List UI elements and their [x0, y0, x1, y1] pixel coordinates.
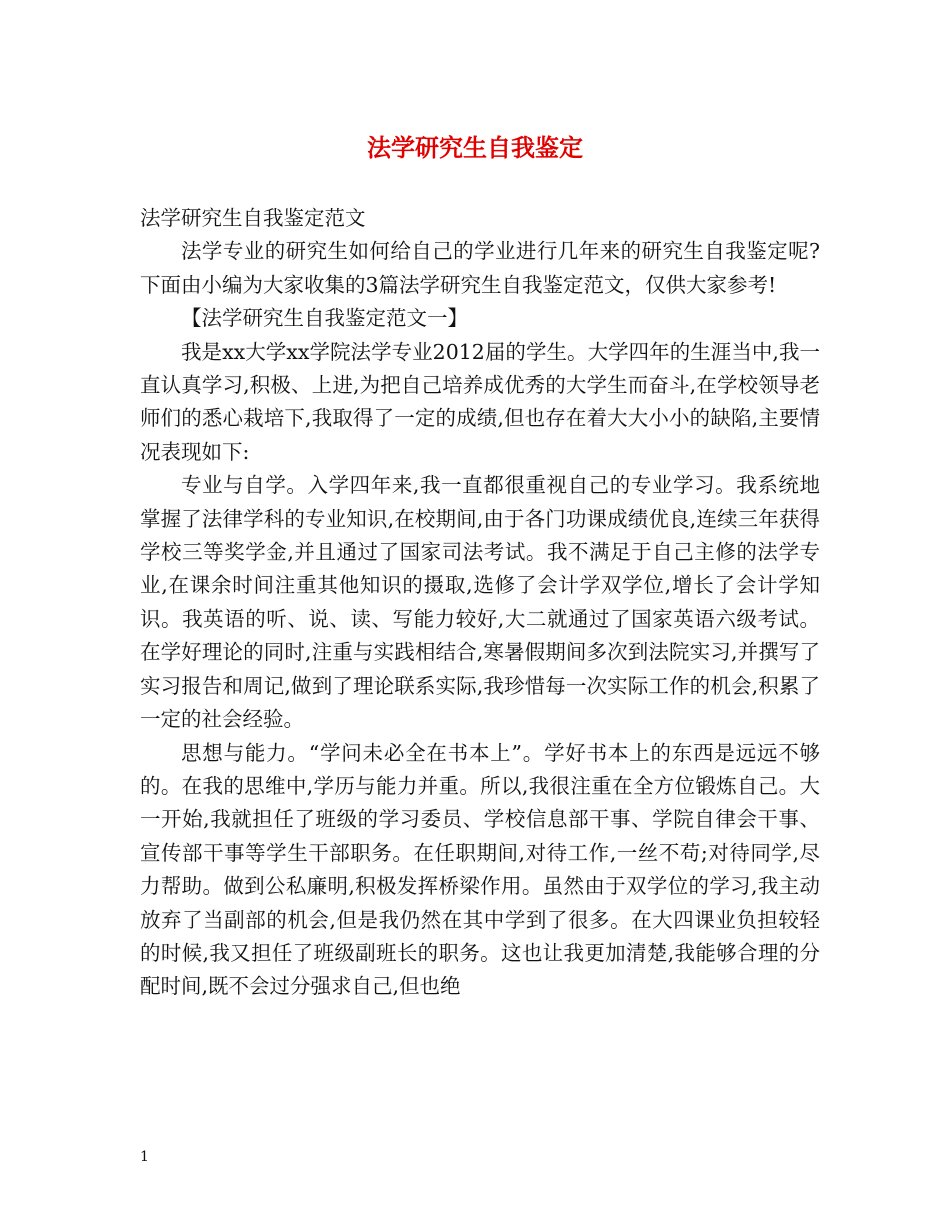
intro-paragraph: 法学专业的研究生如何给自己的学业进行几年来的研究生自我鉴定呢?下面由小编为大家收集的3篇法学研究生自我鉴定范文，仅供大家参考!: [140, 239, 820, 297]
body-paragraph-1: 我是xx大学xx学院法学专业2012届的学生。大学四年的生涯当中,我一直认真学习,积极、上进,为把自己培养成优秀的大学生而奋斗,在学校领导老师们的悉心栽培下,我取得了一定的成绩,但也存在着大大小小的缺陷,主要情况表现如下:: [140, 339, 820, 464]
body-paragraph-3: 思想与能力。“学问未必全在书本上”。学好书本上的东西是远远不够的。在我的思维中,学历与能力并重。所以,我很注重在全方位锻炼自己。大一开始,我就担任了班级的学习委员、学校信息部干事、学院自律会干事、宣传部干事等学生干部职务。在任职期间,对待工作,一丝不苟;对待同学,尽力帮助。做到公私廉明,积极发挥桥梁作用。虽然由于双学位的学习,我主动放弃了当副部的机会,但是我仍然在其中学到了很多。在大四课业负担较轻的时候,我又担任了班级副班长的职务。这也让我更加清楚,我能够合理的分配时间,既不会过分强求自己,但也绝: [140, 740, 820, 999]
subtitle-paragraph: 法学研究生自我鉴定范文: [140, 206, 366, 230]
document-body: [140, 202, 820, 1004]
body-paragraph-2: 专业与自学。入学四年来,我一直都很重视自己的专业学习。我系统地掌握了法律学科的专业知识,在校期间,由于各门功课成绩优良,连续三年获得学校三等奖学金,并且通过了国家司法考试。我不满足于自己主修的法学专业,在课余时间注重其他知识的摄取,选修了会计学双学位,增长了会计学知识。我英语的听、说、读、写能力较好,大二就通过了国家英语六级考试。在学好理论的同时,注重与实践相结合,寒暑假期间多次到法院实习,并撰写了实习报告和周记,做到了理论联系实际,我珍惜每一次实际工作的机会,积累了一定的社会经验。: [140, 473, 820, 732]
section-heading: 【法学研究生自我鉴定范文一】: [181, 306, 468, 331]
document-title: 法学研究生自我鉴定: [367, 133, 583, 162]
page-number: 1: [140, 1149, 149, 1165]
